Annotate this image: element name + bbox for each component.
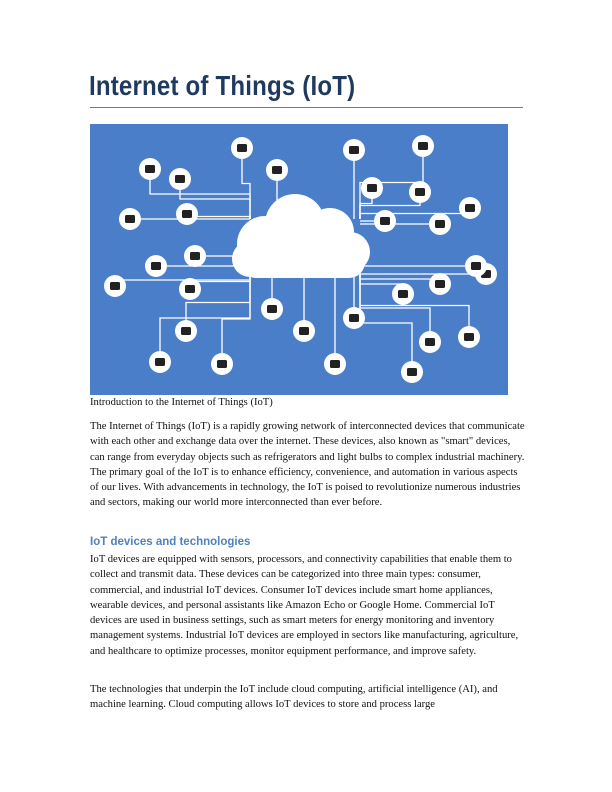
device-glyph bbox=[349, 314, 359, 322]
device-glyph bbox=[299, 327, 309, 335]
device-glyph bbox=[349, 146, 359, 154]
device-glyph bbox=[237, 144, 247, 152]
device-glyph bbox=[367, 184, 377, 192]
device-glyph bbox=[407, 368, 417, 376]
connection-line bbox=[160, 274, 250, 362]
device-glyph bbox=[464, 333, 474, 341]
device-glyph bbox=[380, 217, 390, 225]
device-glyph bbox=[151, 262, 161, 270]
device-glyph bbox=[155, 358, 165, 366]
iot-network-diagram bbox=[90, 124, 508, 395]
device-glyph bbox=[425, 338, 435, 346]
device-glyph bbox=[217, 360, 227, 368]
device-glyph bbox=[175, 175, 185, 183]
device-glyph bbox=[415, 188, 425, 196]
device-glyph bbox=[182, 210, 192, 218]
device-glyph bbox=[435, 280, 445, 288]
device-glyph bbox=[398, 290, 408, 298]
connection-line bbox=[360, 274, 440, 284]
device-glyph bbox=[418, 142, 428, 150]
device-glyph bbox=[125, 215, 135, 223]
intro-paragraph: The Internet of Things (IoT) is a rapidly growing network of interconnected devices that communicate with each other and exchange data over the internet. These devices, also known as "smart" devices, can range from everyday objects such as refrigerators and light bulbs to complex industrial machinery. The primary goal of the IoT is to enhance efficiency, convenience, and automation in various aspects of our lives. With advancements in technology, the IoT is poised to revolutionize numerous industries and sectors, making our world more interconnected than ever before. bbox=[90, 421, 525, 509]
device-glyph bbox=[272, 166, 282, 174]
figure-caption: Introduction to the Internet of Things (IoT) bbox=[90, 397, 273, 408]
connection-line bbox=[150, 169, 250, 219]
device-glyph bbox=[145, 165, 155, 173]
device-glyph bbox=[465, 204, 475, 212]
device-glyph bbox=[185, 285, 195, 293]
device-glyph bbox=[267, 305, 277, 313]
cloud-icon bbox=[232, 194, 370, 278]
device-glyph bbox=[435, 220, 445, 228]
section-heading: IoT devices and technologies bbox=[90, 536, 251, 548]
devices-paragraph: IoT devices are equipped with sensors, processors, and connectivity capabilities that enable them to collect and transmit data. These devices can be categorized into three main types: consumer, commercial, and industrial IoT devices. Consumer IoT devices include smart home appliances, wearable devices, and personal assistants like Amazon Echo or Google Home. Commercial IoT devices are used in business settings, such as smart meters for energy monitoring and inventory management systems. Industrial IoT devices are employed in sectors like manufacturing, agriculture, and healthcare to optimize processes, monitor equipment performance, and improve safety. bbox=[90, 554, 519, 657]
device-glyph bbox=[330, 360, 340, 368]
title-underline bbox=[90, 107, 523, 108]
device-glyph bbox=[110, 282, 120, 290]
page-title: Internet of Things (IoT) bbox=[89, 70, 356, 101]
technologies-paragraph: The technologies that underpin the IoT include cloud computing, artificial intelligence (AI), and machine learning. Cloud computing allows IoT devices to store and process large bbox=[90, 684, 498, 711]
connection-line bbox=[222, 274, 250, 364]
device-glyph bbox=[471, 262, 481, 270]
device-glyph bbox=[181, 327, 191, 335]
device-glyph bbox=[190, 252, 200, 260]
iot-illustration bbox=[90, 124, 508, 395]
